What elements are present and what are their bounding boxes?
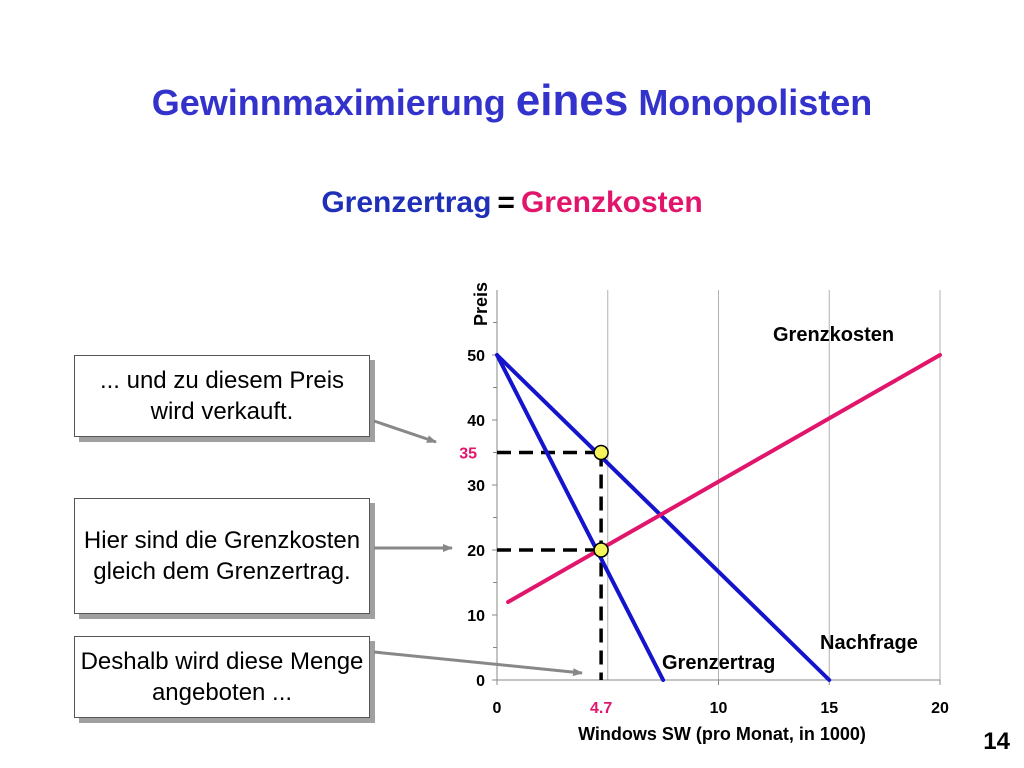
point-mc-equals-mr — [594, 543, 608, 557]
x-tick-label-15: 15 — [820, 700, 839, 717]
callout-price-text: ... und zu diesem Preis wird verkauft. — [99, 367, 345, 425]
page-number: 14 — [983, 728, 1010, 755]
y-tick-label-30: 30 — [467, 478, 485, 495]
x-tick-label-10: 10 — [709, 700, 728, 717]
title-text-3: Monopolisten — [628, 82, 873, 123]
callout-quantity-text: Deshalb wird diese Menge angeboten ... — [80, 648, 364, 706]
label-marginal-revenue: Grenzertrag — [662, 652, 776, 674]
subtitle-marginal-revenue: Grenzertrag — [321, 186, 492, 219]
label-marginal-cost: Grenzkosten — [773, 324, 895, 346]
arrow-quantity — [374, 652, 582, 673]
y-tick-label-0: 0 — [476, 673, 485, 690]
subtitle-equals: = — [497, 186, 515, 219]
y-tick-label-40: 40 — [467, 413, 485, 430]
title-text-1: Gewinnmaximierung — [151, 82, 516, 123]
x-tick-label-20: 20 — [931, 700, 949, 717]
marginal-revenue-line — [497, 355, 663, 680]
x-axis-title: Windows SW (pro Monat, in 1000) — [578, 724, 866, 744]
point-monopoly-price — [594, 446, 608, 460]
y-axis-title: Preis — [471, 281, 491, 326]
y-tick-label-20: 20 — [467, 543, 485, 560]
label-optimal-quantity: 4.7 — [589, 700, 613, 717]
arrow-price — [374, 421, 436, 442]
grid — [608, 290, 940, 680]
guide-lines — [497, 453, 601, 681]
y-tick-label-50: 50 — [467, 348, 485, 365]
callout-cost-text: Hier sind die Grenzkosten gleich dem Grenzertrag. — [83, 527, 361, 585]
y-tick-label-10: 10 — [467, 608, 485, 625]
label-optimal-price: 35 — [459, 445, 477, 463]
marginal-cost-line — [508, 355, 940, 602]
title-text-2: eines — [515, 76, 629, 125]
label-demand: Nachfrage — [820, 632, 918, 654]
demand-line — [497, 355, 829, 680]
subtitle-marginal-cost: Grenzkosten — [520, 186, 703, 219]
x-tick-label-0: 0 — [492, 700, 502, 717]
